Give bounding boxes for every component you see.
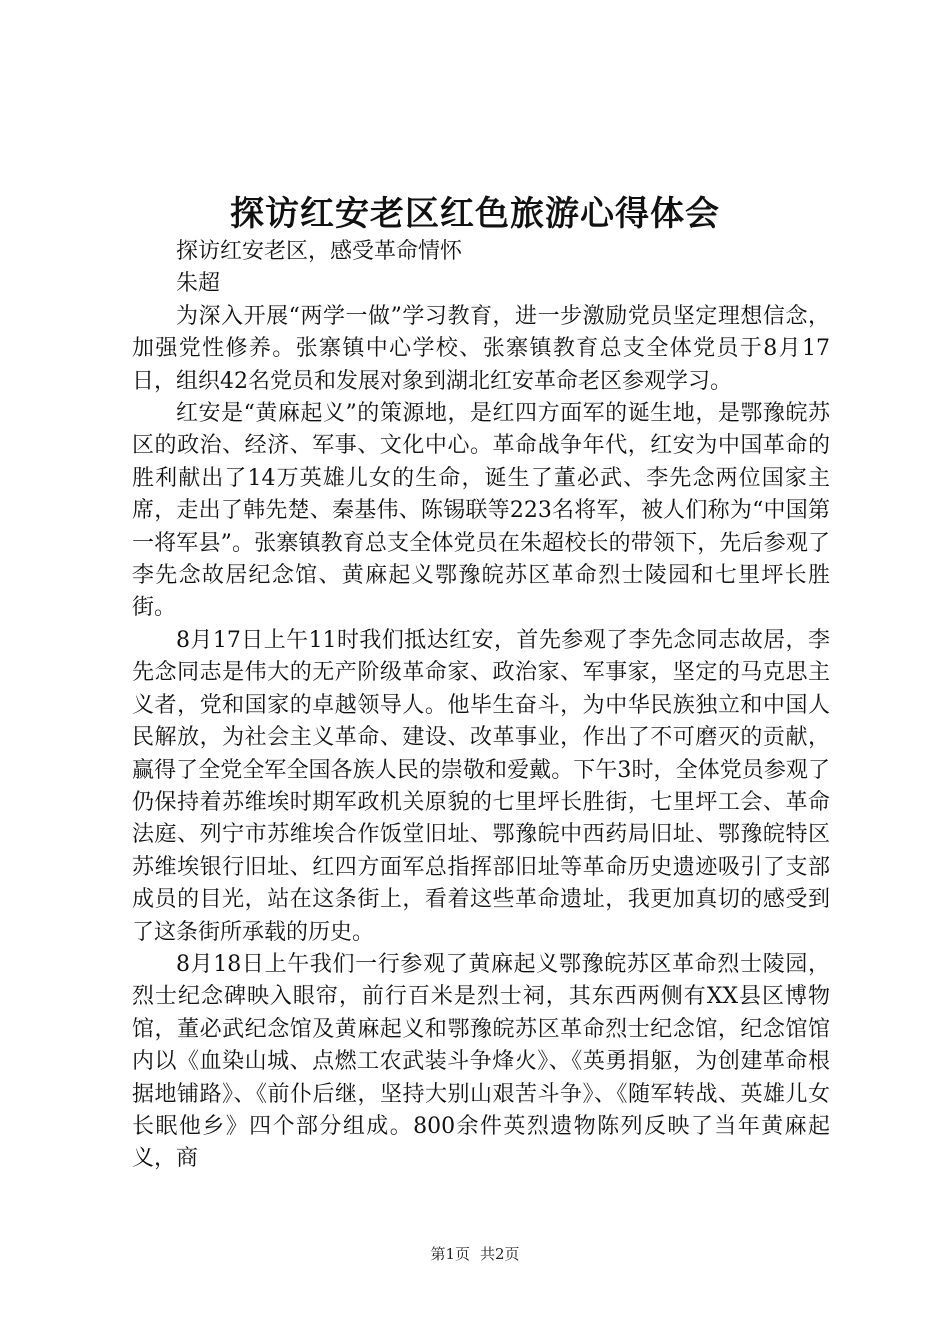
page-title: 探访红安老区红色旅游心得体会 — [230, 194, 720, 234]
paragraph-3: 8月17日上午11时我们抵达红安，首先参观了李先念同志故居，李先念同志是伟大的无产阶级革命家、政治家、军事家，坚定的马克思主义者，党和国家的卓越领导人。他毕生奋斗，为中华民族独立和中国人民解放，为社会主义革命、建设、改革事业，作出了不可磨灭的贡献，赢得了全党全军全国各族人民的崇敬和爱戴。下午3时，全体党员参观了仍保持着苏维埃时期军政机关原貌的七里坪长胜街，七里坪工会、革命法庭、列宁市苏维埃合作饭堂旧址、鄂豫皖中西药局旧址、鄂豫皖特区苏维埃银行旧址、红四方面军总指挥部旧址等革命历史遗迹吸引了支部成员的目光，站在这条街上，看着这些革命遗址，我更加真切的感受到了这条街所承载的历史。 — [132, 627, 830, 945]
document-subtitle: 探访红安老区，感受革命情怀 — [176, 239, 463, 264]
paragraph-4: 8月18日上午我们一行参观了黄麻起义鄂豫皖苏区革命烈士陵园，烈士纪念碑映入眼帘，前行百米是烈士祠，其东西两侧有XX县区博物馆，董必武纪念馆及黄麻起义和鄂豫皖苏区革命烈士纪念馆，纪念馆馆内以《血染山城、点燃工农武装斗争烽火》、《英勇捐躯，为创建革命根据地铺路》、《前仆后继，坚持大别山艰苦斗争》、《随军转战、英雄儿女长眠他乡》四个部分组成。800余件英烈遗物陈列反映了当年黄麻起义，商 — [132, 951, 830, 1172]
page-total: 共2页 — [480, 1245, 520, 1263]
document-body — [132, 236, 830, 1176]
paragraph-1: 为深入开展“两学一做”学习教育，进一步激励党员坚定理想信念，加强党性修养。张寨镇中心学校、张寨镇教育总支全体党员于8月17日，组织42名党员和发展对象到湖北红安革命老区参观学习。 — [132, 303, 830, 394]
document-author: 朱超 — [176, 271, 221, 297]
page-footer — [0, 1243, 950, 1264]
page-number: 第1页 — [430, 1245, 470, 1263]
paragraph-2: 红安是“黄麻起义”的策源地，是红四方面军的诞生地，是鄂豫皖苏区的政治、经济、军事、文化中心。革命战争年代，红安为中国革命的胜利献出了14万英雄儿女的生命，诞生了董必武、李先念两位国家主席，走出了韩先楚、秦基伟、陈锡联等223名将军，被人们称为“中国第一将军县”。张寨镇教育总支全体党员在朱超校长的带领下，先后参观了李先念故居纪念馆、黄麻起义鄂豫皖苏区革命烈士陵园和七里坪长胜街。 — [132, 401, 830, 621]
